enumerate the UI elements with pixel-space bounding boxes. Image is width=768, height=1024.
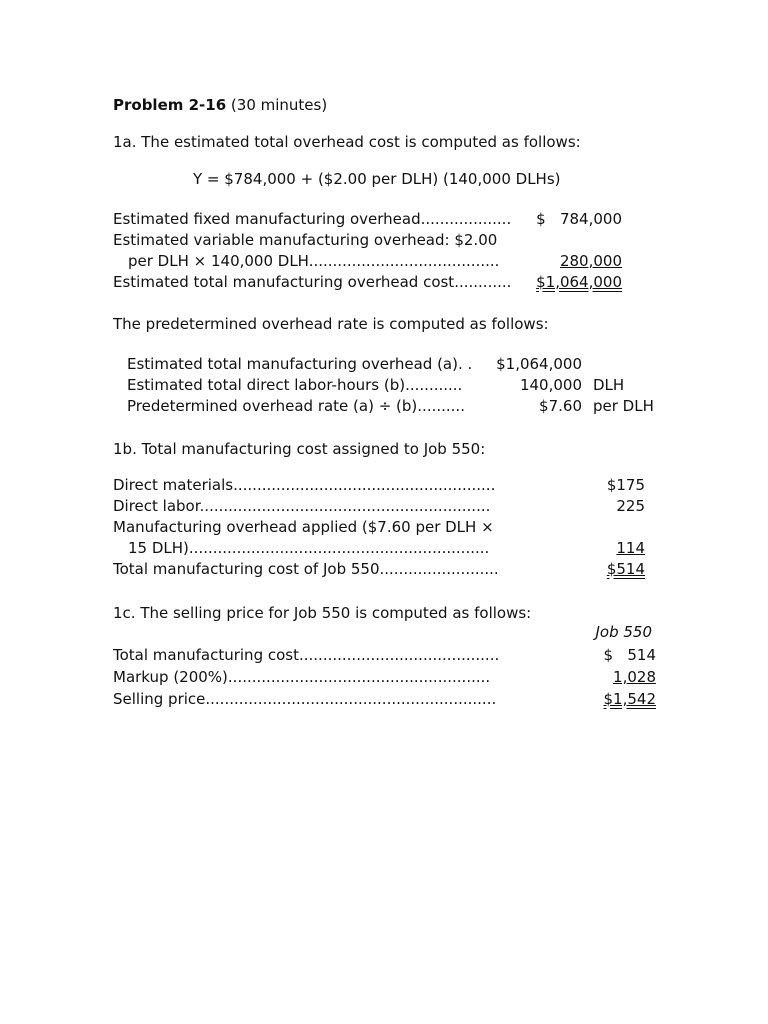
overhead-equation: Y = $784,000 + ($2.00 per DLH) (140,000 DLHs) [193, 170, 561, 188]
variable-overhead-label-1: Estimated variable manufacturing overhead: $2.00 [113, 231, 498, 249]
problem-title [113, 95, 327, 115]
variable-overhead-label-2: per DLH × 140,000 DLH........................................ [128, 252, 500, 270]
overhead-applied-label-1: Manufacturing overhead applied ($7.60 per DLH × [113, 518, 494, 536]
overhead-applied-label-2: 15 DLH)............................................................... [128, 539, 490, 557]
rate-row-b-label: Estimated total direct labor-hours (b)............ [127, 376, 463, 394]
fixed-overhead-value: $ 784,000 [536, 210, 622, 228]
rate-row-a-value: $1,064,000 [496, 355, 582, 373]
variable-overhead-amount: 280,000 [559, 252, 622, 270]
part-1a-heading: 1a. The estimated total overhead cost is computed as follows: [113, 133, 581, 151]
fixed-overhead-label: Estimated fixed manufacturing overhead................... [113, 210, 512, 228]
rate-row-b-unit: DLH [593, 376, 625, 394]
direct-materials-value: $175 [606, 476, 645, 494]
markup-value [607, 667, 656, 687]
problem-number: Problem 2-16 [113, 96, 227, 114]
variable-overhead-value [538, 251, 622, 271]
markup-amount: 1,028 [613, 668, 656, 686]
direct-materials-label: Direct materials....................................................... [113, 476, 496, 494]
problem-duration: (30 minutes) [230, 96, 328, 114]
tmc-value: $ 514 [603, 646, 656, 664]
overhead-applied-value [616, 538, 645, 558]
direct-labor-label: Direct labor............................................................. [113, 497, 491, 515]
direct-labor-value: 225 [616, 497, 645, 515]
rate-row-c-value: $7.60 [539, 397, 582, 415]
job-total-cost-label: Total manufacturing cost of Job 550......................... [113, 560, 499, 578]
total-overhead-label: Estimated total manufacturing overhead cost............ [113, 273, 512, 291]
job-total-cost-amount: $514 [606, 560, 645, 578]
selling-price-amount: $1,542 [603, 690, 656, 708]
selling-price-label: Selling price............................................................. [113, 690, 497, 708]
rate-row-c-unit: per DLH [593, 397, 654, 415]
job-550-column-header: Job 550 [595, 623, 652, 641]
markup-label: Markup (200%)....................................................... [113, 668, 491, 686]
tmc-label: Total manufacturing cost.......................................... [113, 646, 500, 664]
part-1c-heading: 1c. The selling price for Job 550 is computed as follows: [113, 604, 532, 622]
job-total-cost-value [607, 559, 645, 579]
rate-row-c-label: Predetermined overhead rate (a) ÷ (b).......... [127, 397, 465, 415]
rate-row-b-value: 140,000 [519, 376, 582, 394]
total-overhead-amount: $1,064,000 [536, 273, 622, 291]
overhead-applied-amount: 114 [616, 539, 645, 557]
rate-heading: The predetermined overhead rate is computed as follows: [113, 315, 549, 333]
rate-row-a-label: Estimated total manufacturing overhead (a). . [127, 355, 473, 373]
total-overhead-value [536, 272, 622, 292]
selling-price-value [604, 689, 657, 709]
part-1b-heading: 1b. Total manufacturing cost assigned to Job 550: [113, 440, 486, 458]
